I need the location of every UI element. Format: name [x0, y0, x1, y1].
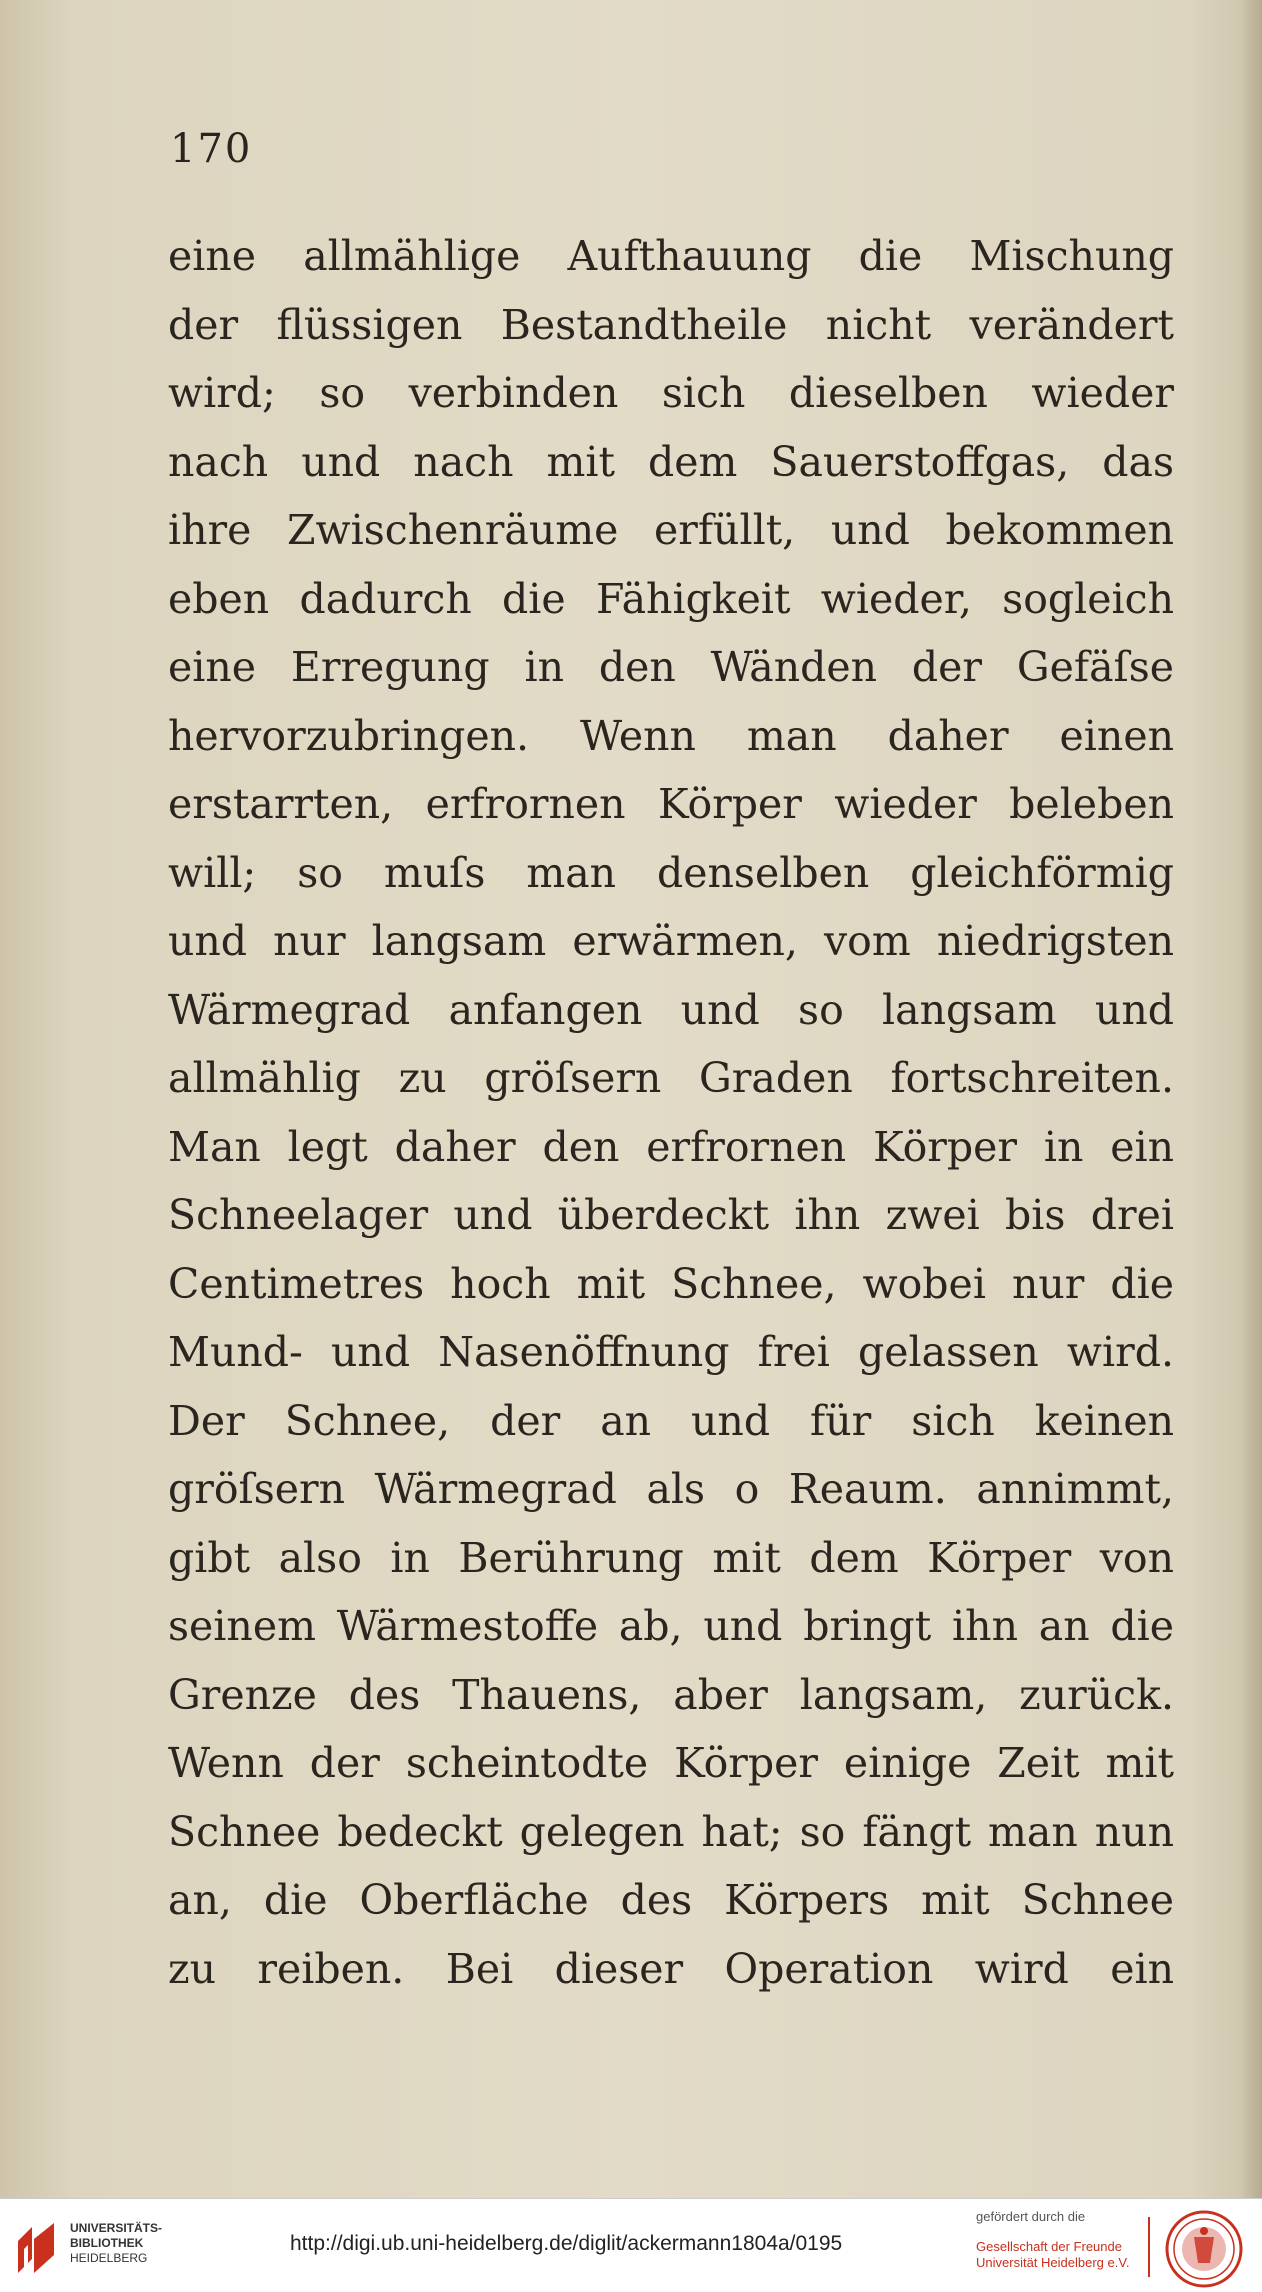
sponsor-label: gefördert durch die [976, 2209, 1086, 2224]
library-name [70, 2221, 162, 2266]
library-name-line: BIBLIOTHEK [70, 2236, 144, 2250]
text-line: eine allmählige Aufthauung die Mischung [168, 232, 1174, 280]
text-line: Der Schnee, der an und für sich keinen [168, 1396, 1174, 1445]
permalink-url[interactable]: http://digi.ub.uni-heidelberg.de/diglit/ackermann1804a/0195 [290, 2232, 843, 2255]
text-line: gibt also in Berührung mit dem Körper von [168, 1533, 1174, 1582]
text-line: und nur langsam erwärmen, vom niedrigsten [168, 917, 1174, 965]
university-seal-icon [1164, 2209, 1244, 2289]
text-line: seinem Wärmestoffe ab, und bringt ihn an die [168, 1602, 1174, 1650]
text-line: Wärmegrad anfangen und so langsam und [168, 985, 1174, 1034]
text-line: will; so muſs man denselben gleichförmig [168, 848, 1174, 897]
text-line: Man legt daher den erfrornen Körper in ein [168, 1122, 1174, 1171]
sponsor-name-line: Gesellschaft der Freunde [976, 2239, 1122, 2254]
text-line: an, die Oberfläche des Körpers mit Schnee [168, 1876, 1174, 1924]
text-line: Grenze des Thauens, aber langsam, zurück. [168, 1670, 1174, 1719]
text-line: wird; so verbinden sich dieselben wieder [168, 369, 1174, 417]
text-line: Mund- und Nasenöffnung frei gelassen wird. [168, 1328, 1174, 1376]
text-line: Schneelager und überdeckt ihn zwei bis drei [168, 1191, 1174, 1239]
text-line: nach und nach mit dem Sauerstoffgas, das [168, 437, 1174, 486]
sponsor-divider [1148, 2217, 1150, 2277]
text-line: gröſsern Wärmegrad als o Reaum. annimmt, [168, 1465, 1174, 1513]
sponsor-block [976, 2209, 1146, 2271]
sponsor-name-line: Universität Heidelberg e.V. [976, 2255, 1130, 2270]
library-logo-icon [14, 2219, 58, 2277]
body-text [168, 222, 1174, 2003]
library-name-line: HEIDELBERG [70, 2251, 148, 2265]
text-line: eine Erregung in den Wänden der Gefäſse [168, 643, 1174, 691]
text-line: ihre Zwischenräume erfüllt, und bekommen [168, 506, 1174, 554]
text-line: hervorzubringen. Wenn man daher einen [168, 711, 1174, 760]
footer-bar [0, 2198, 1262, 2292]
text-line: zu reiben. Bei dieser Operation wird ein [168, 1944, 1174, 1993]
text-line: der flüssigen Bestandtheile nicht verändert [168, 300, 1174, 349]
text-line: eben dadurch die Fähigkeit wieder, sogleich [168, 574, 1174, 623]
text-line: erstarrten, erfrornen Körper wieder beleben [168, 780, 1174, 828]
page-number: 170 [170, 126, 253, 172]
text-line: Wenn der scheintodte Körper einige Zeit mit [168, 1739, 1174, 1787]
text-line: allmählig zu gröſsern Graden fortschreiten. [168, 1054, 1174, 1102]
library-name-line: UNIVERSITÄTS- [70, 2221, 163, 2235]
text-line: Schnee bedeckt gelegen hat; so fängt man nun [168, 1807, 1174, 1856]
text-line: Centimetres hoch mit Schnee, wobei nur die [168, 1259, 1174, 1308]
